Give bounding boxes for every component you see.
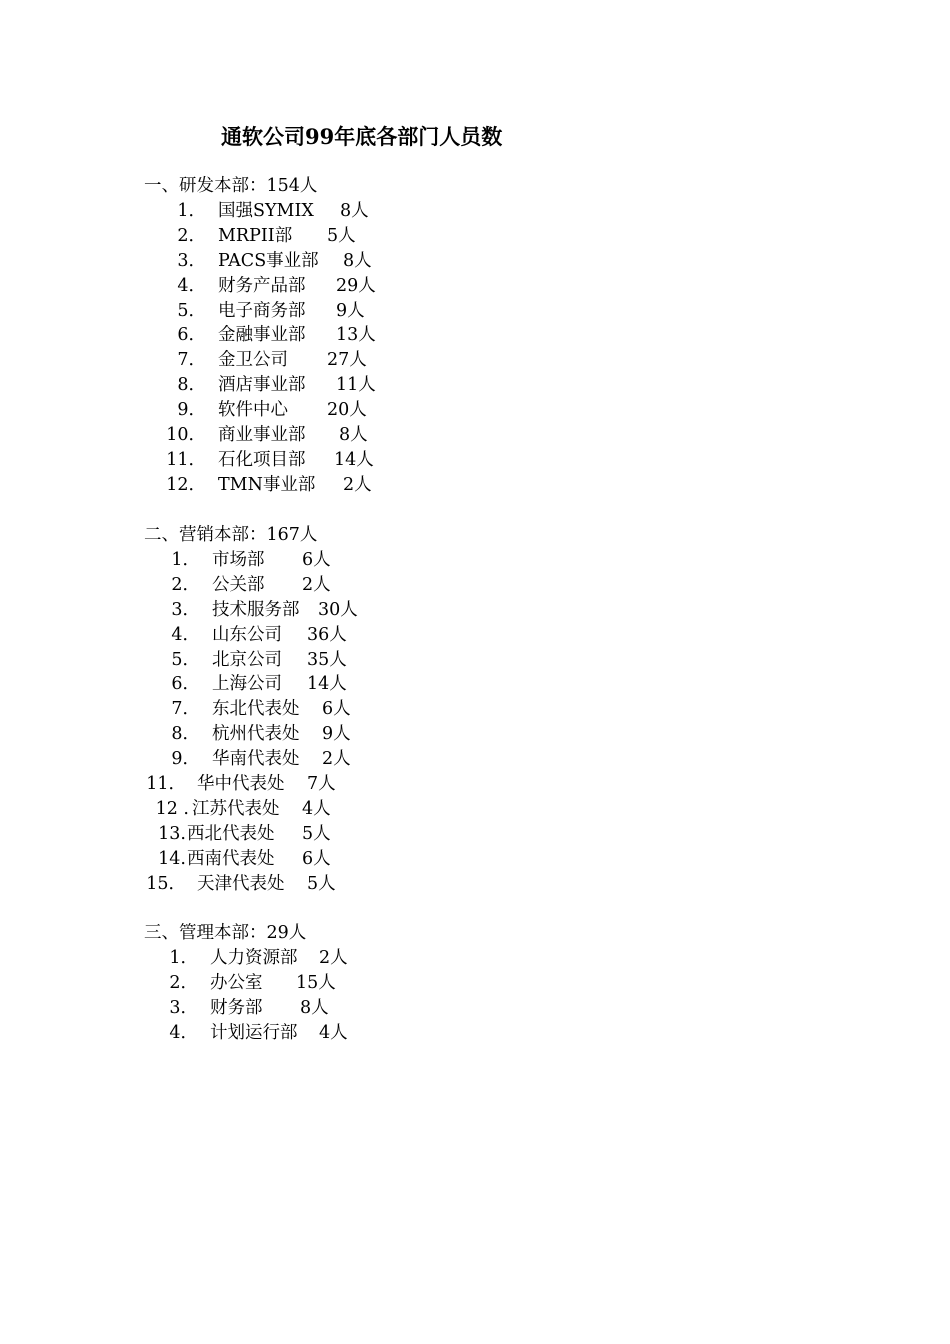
headcount: 13人 bbox=[336, 325, 376, 346]
item-number: 13. bbox=[158, 823, 186, 844]
item-number: 8． bbox=[171, 724, 200, 745]
department-name: 东北代表处 bbox=[212, 699, 300, 720]
headcount: 29人 bbox=[336, 275, 376, 296]
headcount: 2人 bbox=[302, 574, 331, 595]
headcount: 30人 bbox=[318, 599, 358, 620]
department-name: 山东公司 bbox=[212, 624, 282, 645]
headcount: 2人 bbox=[319, 947, 348, 968]
item-number: 8． bbox=[177, 375, 206, 396]
item-number: 3． bbox=[171, 599, 200, 620]
item-number: 1． bbox=[177, 200, 206, 221]
department-name: 金融事业部 bbox=[218, 325, 306, 346]
department-name: 江苏代表处 bbox=[192, 798, 280, 819]
section-heading: 三、管理本部：29人 bbox=[144, 923, 307, 943]
department-name: 金卫公司 bbox=[218, 350, 288, 371]
item-number: 12 . bbox=[155, 798, 189, 819]
headcount: 14人 bbox=[307, 674, 347, 695]
page-title: 通软公司99年底各部门人员数 bbox=[221, 124, 503, 149]
department-name: 上海公司 bbox=[212, 674, 282, 695]
department-name: 软件中心 bbox=[218, 400, 288, 421]
department-name: 财务产品部 bbox=[218, 275, 306, 296]
item-number: 1． bbox=[171, 549, 200, 570]
department-name: 市场部 bbox=[212, 549, 265, 570]
department-name: 华南代表处 bbox=[212, 749, 300, 770]
item-number: 3． bbox=[177, 250, 206, 271]
department-name: 酒店事业部 bbox=[218, 375, 306, 396]
headcount: 8人 bbox=[339, 425, 368, 445]
item-number: 6． bbox=[177, 325, 206, 346]
item-number: 6． bbox=[171, 674, 200, 695]
item-number: 15． bbox=[146, 873, 186, 894]
item-number: 4． bbox=[169, 1022, 198, 1043]
headcount: 6人 bbox=[302, 549, 331, 570]
department-name: 西南代表处 bbox=[187, 848, 275, 869]
department-name: 计划运行部 bbox=[210, 1022, 298, 1043]
department-name: 商业事业部 bbox=[218, 425, 306, 445]
department-name: 国强SYMIX bbox=[218, 200, 314, 221]
item-number: 9． bbox=[171, 749, 200, 770]
headcount: 8人 bbox=[340, 200, 369, 221]
headcount: 35人 bbox=[307, 649, 347, 670]
section-heading: 一、研发本部：154人 bbox=[144, 176, 318, 196]
item-number: 11． bbox=[146, 774, 186, 794]
headcount: 6人 bbox=[322, 699, 351, 720]
department-name: 人力资源部 bbox=[210, 947, 298, 968]
item-number: 10． bbox=[166, 425, 206, 445]
headcount: 8人 bbox=[343, 250, 372, 271]
item-number: 2． bbox=[171, 574, 200, 595]
department-name: 电子商务部 bbox=[218, 300, 306, 321]
headcount: 27人 bbox=[327, 350, 367, 371]
item-number: 5． bbox=[171, 649, 200, 670]
item-number: 9． bbox=[177, 400, 206, 421]
headcount: 2人 bbox=[343, 474, 372, 495]
item-number: 3． bbox=[169, 997, 198, 1018]
department-name: 办公室 bbox=[210, 972, 263, 993]
headcount: 8人 bbox=[300, 997, 329, 1018]
department-name: 财务部 bbox=[210, 997, 263, 1018]
headcount: 9人 bbox=[322, 724, 351, 745]
item-number: 4． bbox=[171, 624, 200, 645]
department-name: 西北代表处 bbox=[187, 823, 275, 844]
item-number: 12． bbox=[166, 474, 206, 495]
headcount: 36人 bbox=[307, 624, 347, 645]
department-name: 天津代表处 bbox=[197, 873, 285, 894]
headcount: 15人 bbox=[296, 972, 336, 993]
headcount: 6人 bbox=[302, 848, 331, 869]
headcount: 9人 bbox=[336, 300, 365, 321]
item-number: 2． bbox=[169, 972, 198, 993]
department-name: 华中代表处 bbox=[197, 774, 285, 794]
headcount: 5人 bbox=[302, 823, 331, 844]
department-name: 北京公司 bbox=[212, 649, 282, 670]
item-number: 11． bbox=[166, 449, 206, 470]
headcount: 20人 bbox=[327, 400, 367, 421]
item-number: 7． bbox=[177, 350, 206, 371]
item-number: 5． bbox=[177, 300, 206, 321]
headcount: 11人 bbox=[336, 375, 376, 396]
headcount: 14人 bbox=[334, 449, 374, 470]
item-number: 1． bbox=[169, 947, 198, 968]
item-number: 14. bbox=[158, 848, 186, 869]
department-name: 石化项目部 bbox=[218, 449, 306, 470]
department-name: PACS事业部 bbox=[218, 250, 319, 271]
department-name: TMN事业部 bbox=[218, 474, 316, 495]
section-heading: 二、营销本部：167人 bbox=[144, 525, 318, 545]
item-number: 7． bbox=[171, 699, 200, 720]
headcount: 5人 bbox=[327, 225, 356, 246]
department-name: 杭州代表处 bbox=[212, 724, 300, 745]
department-name: MRPII部 bbox=[218, 225, 293, 246]
department-name: 公关部 bbox=[212, 574, 265, 595]
headcount: 4人 bbox=[319, 1022, 348, 1043]
headcount: 4人 bbox=[302, 798, 331, 819]
department-name: 技术服务部 bbox=[212, 599, 300, 620]
headcount: 7人 bbox=[307, 774, 336, 794]
headcount: 5人 bbox=[307, 873, 336, 894]
headcount: 2人 bbox=[322, 749, 351, 770]
item-number: 2． bbox=[177, 225, 206, 246]
item-number: 4． bbox=[177, 275, 206, 296]
